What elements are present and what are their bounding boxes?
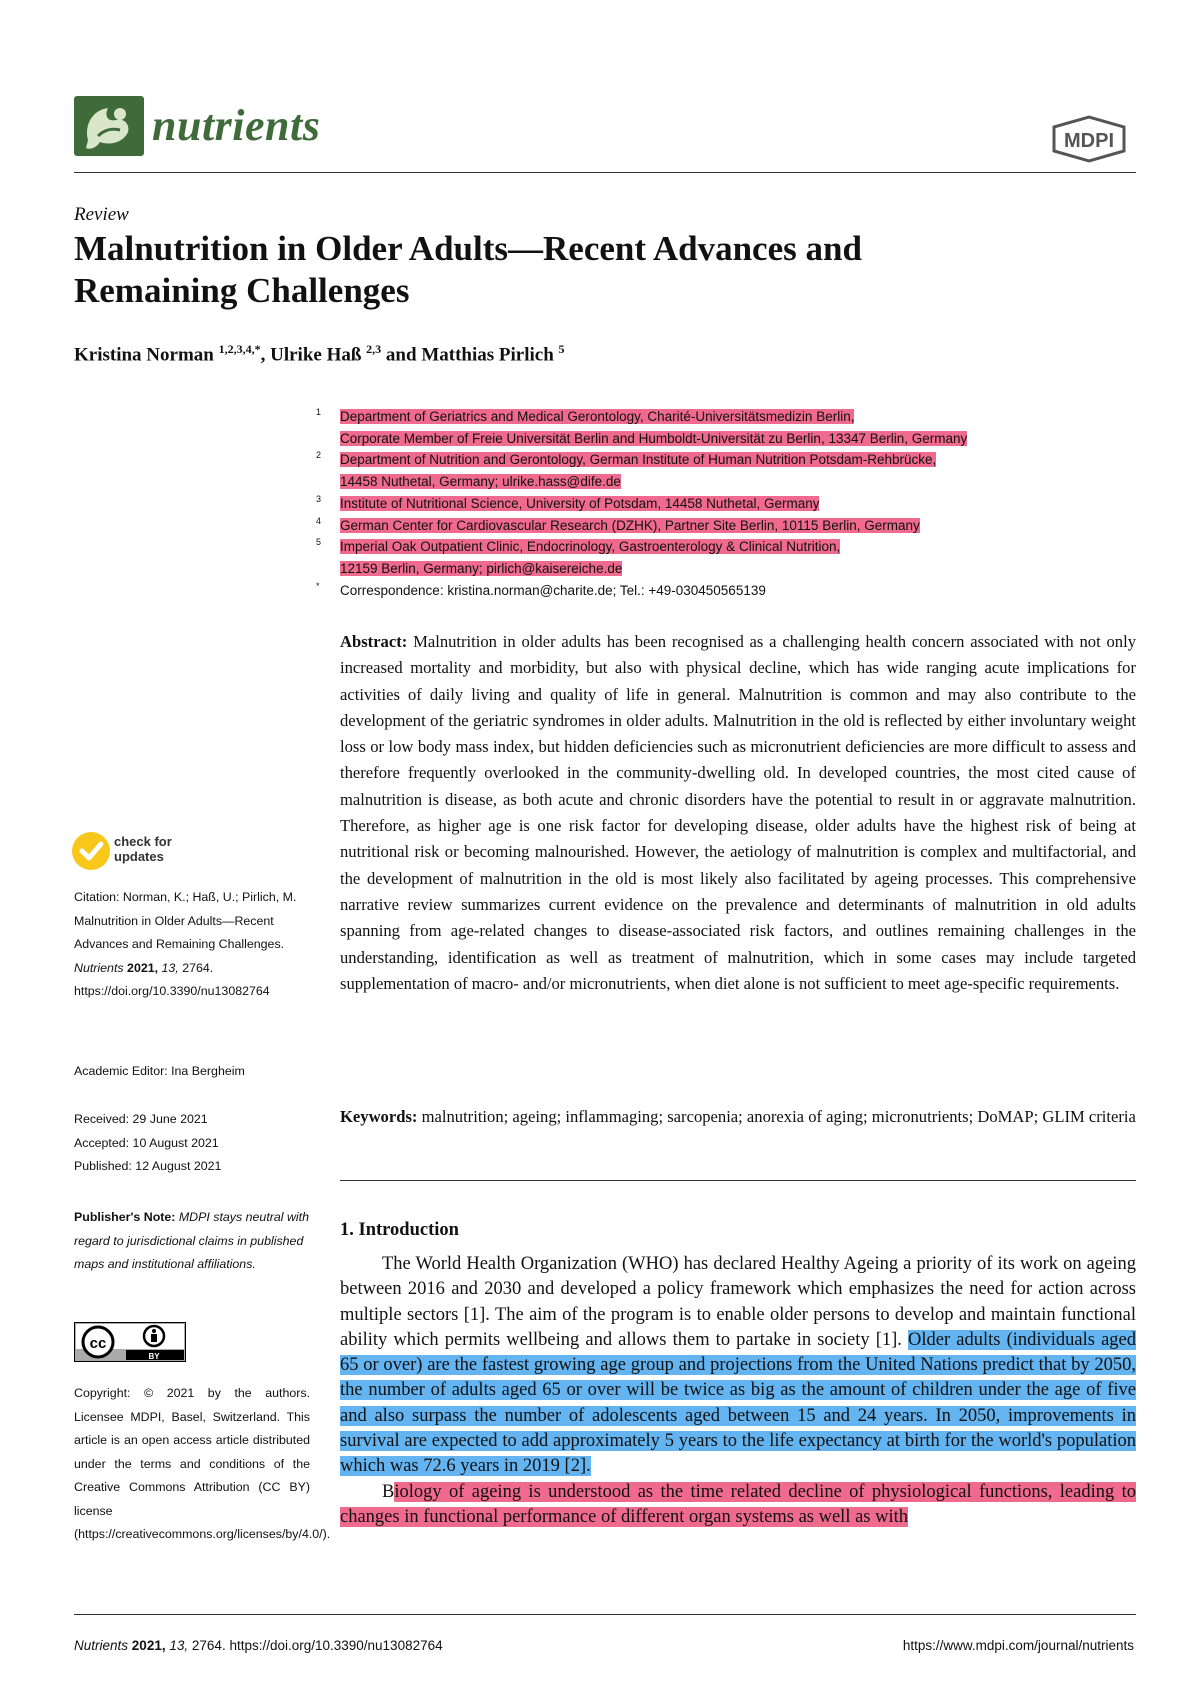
footer-rule [74, 1614, 1136, 1615]
affiliation-item: 1 Department of Geriatrics and Medical Gerontology, Charité-Universitätsmedizin Berlin, Corporate Member of Freie Universität Berlin and Humboldt-Universität zu Berlin, 13347 Berlin, Germany [340, 406, 1140, 449]
svg-text:BY: BY [148, 1352, 160, 1361]
received-date: Received: 29 June 2021 [74, 1112, 208, 1126]
author-name[interactable]: Kristina Norman [74, 344, 214, 366]
affiliation-number: 1 [316, 407, 322, 417]
correspondence [316, 580, 1140, 602]
leaf-logo-icon [74, 96, 144, 156]
affiliations [316, 406, 1140, 601]
copyright-notice: Copyright: © 2021 by the authors. Licensee MDPI, Basel, Switzerland. This article is an open access article distributed under the terms and conditions of the Creative Commons Attribution (CC BY) license (https://creativecommons.org/licenses/by/4.0/). [74, 1386, 331, 1541]
dates-block [74, 1108, 310, 1179]
article-title [74, 228, 1134, 312]
author-name[interactable]: Matthias Pirlich [421, 344, 554, 366]
header-rule [74, 172, 1136, 173]
citation-block: Citation: Norman, K.; Haß, U.; Pirlich, M. Malnutrition in Older Adults—Recent Advances and Remaining Challenges. Nutrients 2021, 13, 2764. https://doi.org/10.3390/nu13082764 [74, 890, 297, 998]
journal-logo [74, 96, 144, 156]
abstract-rule [340, 1180, 1136, 1181]
footer-citation: Nutrients 2021, 13, 2764. https://doi.org/10.3390/nu13082764 [74, 1638, 443, 1653]
paragraph: The World Health Organization (WHO) has declared Healthy Ageing a priority of its work on ageing between 2016 and 2030 and developed a policy framework which emphasizes the need for action across multiple sectors [1]. The aim of the program is to enable older persons to develop and maintain functional ability which permits wellbeing and allows them to partake in society [1]. Older adults (individuals aged 65 or over) are the fastest growing age group and projections from the United Nations predict that by 2050, the number of adults aged 65 or over will be twice as big as the amount of children under the age of five and also surpass the number of adolescents aged between 15 and 24 years. In 2050, improvements in survival are expected to add approximately 5 years to the life expectancy at birth for the world's population which was 72.6 years in 2019 [2]. [340, 1254, 1136, 1477]
journal-name: nutrients [152, 101, 321, 150]
introduction-body [340, 1252, 1136, 1530]
affiliation-number: 3 [316, 493, 322, 504]
affiliation-item: 2 Department of Nutrition and Gerontology, German Institute of Human Nutrition Potsdam-Rehbrücke, 14458 Nuthetal, Germany; ulrike.hass@dife.de [340, 449, 1140, 492]
academic-editor: Academic Editor: Ina Bergheim [74, 1064, 245, 1078]
keywords [340, 1104, 1136, 1130]
citation-label: Citation: [74, 890, 120, 904]
publisher-name: MDPI [1064, 130, 1114, 152]
published-date: Published: 12 August 2021 [74, 1159, 222, 1173]
svg-text:cc: cc [89, 1335, 107, 1352]
affiliation-number: 4 [316, 515, 322, 526]
cc-by-license-badge[interactable] [74, 1322, 186, 1367]
author-list: Kristina Norman $^{1,2,3,4,*}$, Ulrike Haß $^{2,3}$ and Matthias Pirlich $^5$ [74, 342, 565, 366]
affiliation-item: 3 Institute of Nutritional Science, University of Potsdam, 14458 Nuthetal, Germany [340, 493, 1140, 515]
citation-doi[interactable]: 2764. https://doi.org/10.3390/nu13082764 [74, 960, 270, 998]
mdpi-logo [1046, 115, 1132, 168]
title-line-2: Remaining Challenges [74, 271, 410, 310]
accepted-date: Accepted: 10 August 2021 [74, 1135, 219, 1150]
abstract-text: Malnutrition in older adults has been recognised as a challenging health concern associated with not only increased mortality and morbidity, but also with physical decline, which has wide ranging acute implications for activities of daily living and quality of life in general. Malnutrition is common and may also contribute to the development of the geriatric syndromes in older adults. Malnutrition in the old is reflected by either involuntary weight loss or low body mass index, but hidden deficiencies such as micronutrient deficiencies are more difficult to assess and therefore frequently overlooked in the community-dwelling old. In developed countries, the most cited cause of malnutrition is disease, as both acute and chronic disorders have the potential to result in or aggravate malnutrition. Therefore, as higher age is one risk factor for developing disease, older adults have the highest risk of being at nutritional risk or becoming malnourished. However, the aetiology of malnutrition is complex and multifactorial, and the development of malnutrition in the old is most likely also facilitated by ageing processes. This comprehensive narrative review summarizes current evidence on the prevalence and determinants of malnutrition in old adults spanning from age-related changes to disease-associated risk factors, and outlines remaining challenges in the understanding, identification as well as treatment of malnutrition, which in some cases may include targeted supplementation of macro- and/or micronutrients, when diet alone is not sufficient to meet age-specific requirements. [340, 632, 1136, 993]
keywords-label: Keywords: [340, 1107, 418, 1126]
highlighted-text: iology of ageing is understood as the time related decline of physiological functions, leading to changes in functional performance of different organ systems as well as with [340, 1481, 1136, 1527]
abstract-label: Abstract: [340, 632, 408, 651]
paragraph: Biology of ageing is understood as the time related decline of physiological functions, leading to changes in functional performance of different organ systems as well as with [340, 1481, 1136, 1527]
footer-doi-link[interactable]: 2764. https://doi.org/10.3390/nu13082764 [191, 1638, 443, 1653]
correspondence-text: Correspondence: kristina.norman@charite.de; Tel.: +49-030450565139 [340, 582, 766, 598]
author-affil-marker: 5 [558, 342, 565, 356]
section-heading-introduction: 1. Introduction [340, 1220, 459, 1240]
correspondence-marker: * [316, 580, 320, 591]
footer-journal-url[interactable]: https://www.mdpi.com/journal/nutrients [902, 1638, 1134, 1653]
author-name[interactable]: Ulrike Haß [270, 344, 362, 366]
check-for-updates-badge[interactable]: check for updates [72, 832, 272, 876]
affiliation-number: 5 [316, 537, 322, 548]
abstract [340, 629, 1136, 997]
author-affil-marker: 2,3 [366, 342, 382, 356]
title-line-1: Malnutrition in Older Adults—Recent Advances and [74, 229, 862, 268]
highlighted-text: Older adults (individuals aged 65 or over) are the fastest growing age group and projections from the United Nations predict that by 2050, the number of adults aged 65 or over will be twice as big as the amount of children under the age of five and also surpass the number of adolescents aged between 15 and 24 years. In 2050, improvements in survival are expected to add approximately 5 years to the life expectancy at birth for the world's population which was 72.6 years in 2019 [2]. [340, 1329, 1136, 1477]
affiliation-item: 5 Imperial Oak Outpatient Clinic, Endocrinology, Gastroenterology & Clinical Nutrition, 12159 Berlin, Germany; pirlich@kaisereiche.de [340, 536, 1140, 579]
publishers-note: Publisher's Note: MDPI stays neutral with regard to jurisdictional claims in published maps and institutional affiliations. [74, 1210, 310, 1271]
affiliation-item: 4 German Center for Cardiovascular Research (DZHK), Partner Site Berlin, 10115 Berlin, Germany [340, 515, 1140, 537]
affiliation-number: 2 [316, 450, 322, 461]
check-icon [72, 832, 110, 870]
author-affil-marker: 1,2,3,4,* [218, 342, 261, 356]
article-type: Review [74, 204, 129, 225]
keywords-text: malnutrition; ageing; inflammaging; sarcopenia; anorexia of aging; micronutrients; DoMAP; GLIM criteria [421, 1107, 1136, 1126]
